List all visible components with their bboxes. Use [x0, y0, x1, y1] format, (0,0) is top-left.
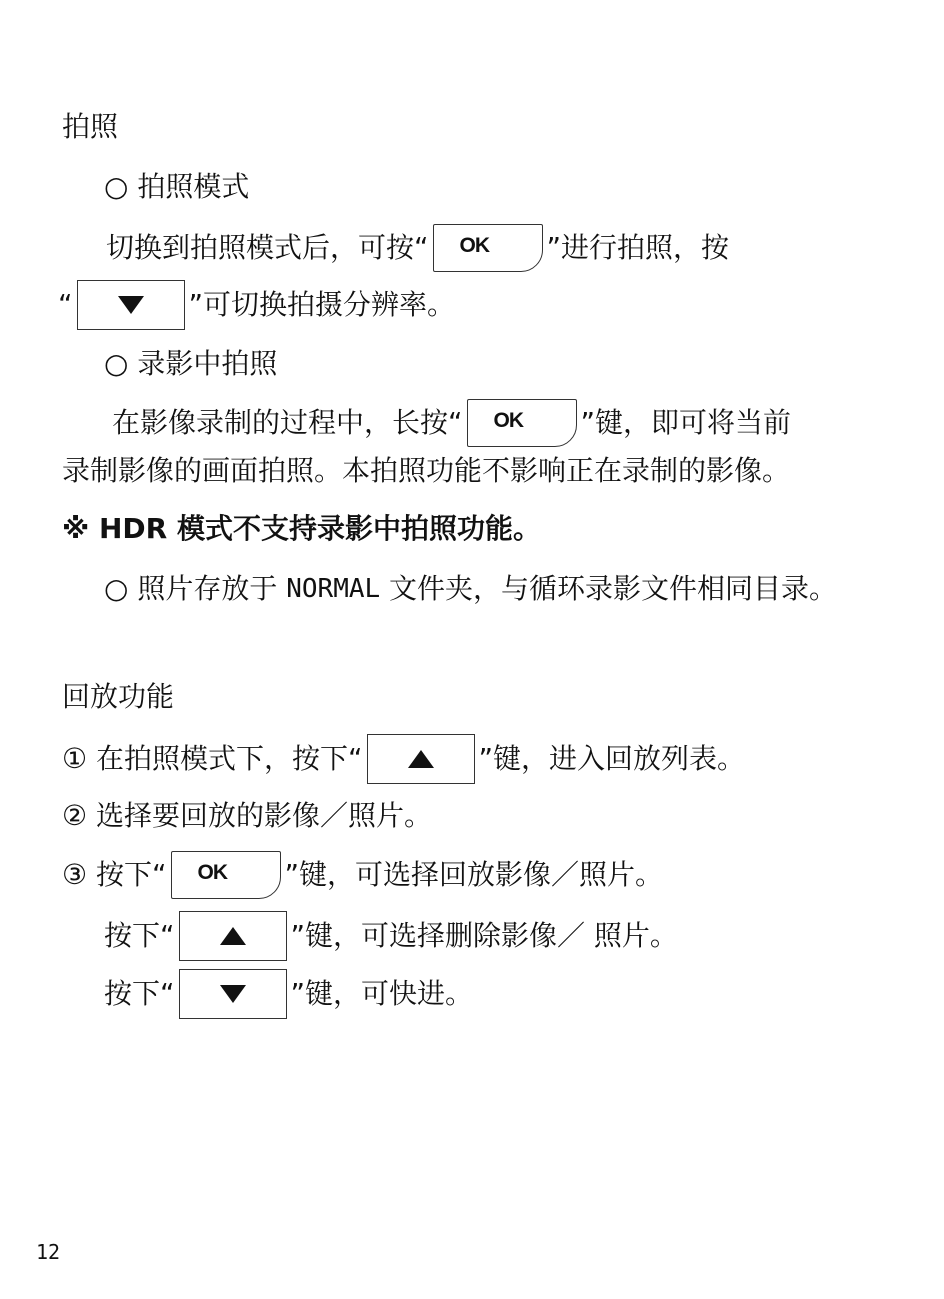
down-triangle-icon: [220, 985, 246, 1003]
paragraph-line-snapshot-note: 录制影像的画面拍照。本拍照功能不影响正在录制的影像。: [62, 454, 791, 487]
page-number: 12: [36, 1240, 61, 1264]
paragraph-line-resolution: “ ”可切换拍摄分辨率。: [58, 280, 455, 320]
ok-key-icon: OK: [433, 224, 543, 272]
playback-step-fast-forward: 按下“ ”键，可快进。: [104, 969, 473, 1009]
ok-key-icon: OK: [467, 399, 577, 447]
hdr-note: ※ HDR 模式不支持录影中拍照功能。: [62, 512, 541, 545]
up-triangle-icon: [220, 927, 246, 945]
up-triangle-icon: [408, 750, 434, 768]
subsection-title-snapshot-while-recording: ○ 录影中拍照: [104, 347, 278, 380]
subsection-title-photo-mode: ○ 拍照模式: [104, 170, 250, 203]
up-key-icon: [367, 734, 475, 784]
paragraph-line-photo-mode: 切换到拍照模式后，可按“ OK ”进行拍照，按: [106, 224, 729, 264]
playback-step-3: ③ 按下“ OK ”键，可选择回放影像／照片。: [62, 851, 663, 891]
ok-key-icon: OK: [171, 851, 281, 899]
up-key-icon: [179, 911, 287, 961]
section-heading-playback: 回放功能: [62, 680, 175, 713]
playback-step-2: ② 选择要回放的影像／照片。: [62, 799, 433, 832]
playback-step-1: ① 在拍照模式下，按下“ ”键，进入回放列表。: [62, 734, 745, 774]
down-triangle-icon: [118, 296, 144, 314]
folder-note: ○ 照片存放于 NORMAL 文件夹，与循环录影文件相同目录。: [104, 572, 838, 605]
section-heading-photo: 拍照: [62, 110, 119, 143]
playback-step-delete: 按下“ ”键，可选择删除影像／ 照片。: [104, 911, 678, 951]
paragraph-line-long-press: 在影像录制的过程中，长按“ OK ”键，即可将当前: [112, 399, 791, 439]
down-key-icon: [179, 969, 287, 1019]
down-key-icon: [77, 280, 185, 330]
